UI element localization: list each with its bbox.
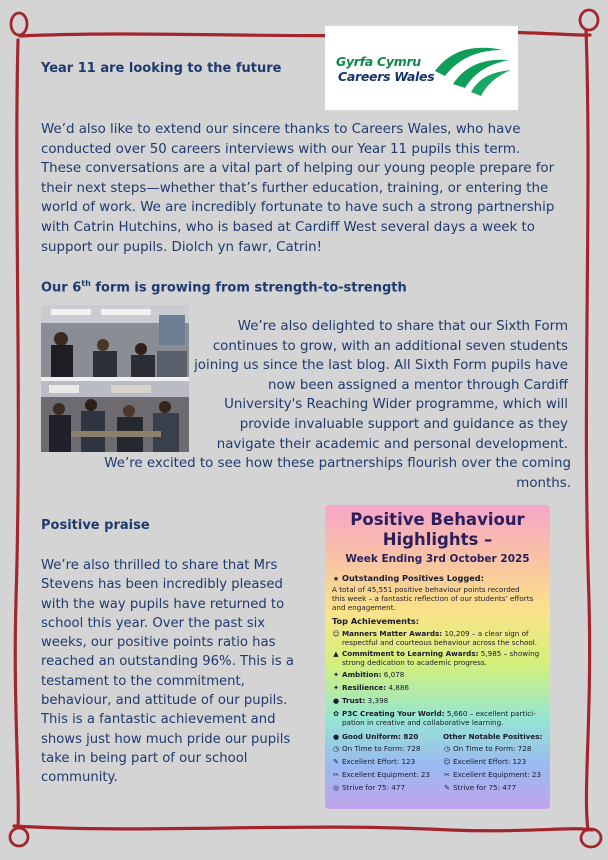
heading-part: form is growing from strength-to-strength [90, 280, 407, 296]
achievement-value: 5,660 [446, 709, 468, 718]
achievement-item [332, 670, 404, 680]
text-line: their next steps—whether that’s further education, training, or entering the [41, 180, 549, 196]
outstanding-text: this week – a fantastic reflection of our students’ efforts [332, 594, 534, 603]
section-heading-year11: Year 11 are looking to the future [41, 61, 282, 76]
pencil-icon: ✎ [444, 784, 450, 792]
list-text: Excellent Effort: 123 [453, 757, 527, 766]
text-line: weeks, our positive points ratio has [41, 635, 276, 651]
positive-behaviour-poster [325, 505, 550, 809]
left-list-item [332, 783, 405, 793]
achievement-note-line: respectful and courteous behaviour across the school. [342, 638, 538, 647]
text-line: provide invaluable support and guidance as they [239, 416, 568, 432]
list-text: Excellent Effort: 123 [342, 757, 416, 766]
text-line: reached an outstanding 96%. This is a [41, 654, 294, 670]
list-text: Excellent Equipment: 23 [342, 770, 430, 779]
list-text: Strive for 75: 477 [453, 783, 517, 792]
achievement-item [332, 696, 388, 706]
outstanding-heading [332, 574, 484, 584]
logo-text-english: Careers Wales [338, 69, 435, 84]
outstanding-text: A total of 45,551 positive behaviour points recorded [332, 585, 520, 594]
careers-wales-logo [325, 26, 518, 110]
achievement-label: Resilience: [342, 683, 387, 692]
target-icon: ◎ [332, 784, 340, 792]
text-line: months. [516, 475, 571, 491]
rocket-icon: ✎ [333, 758, 339, 766]
left-list-item [332, 757, 415, 767]
text-line: This is a fantastic achievement and [41, 712, 276, 728]
achievement-value: 6,078 [383, 670, 405, 679]
left-list-item [332, 732, 418, 742]
other-notable-heading: Other Notable Positives: [443, 732, 543, 741]
heading-superscript: th [81, 279, 91, 288]
smile-icon: ☺ [332, 630, 340, 638]
text-line: with the way pupils have returned to [41, 596, 285, 612]
achievement-note: – a clear sign of [469, 629, 529, 638]
list-text: Strive for 75: 477 [342, 783, 406, 792]
positive-praise-paragraph [41, 556, 321, 788]
list-text: Good Uniform: 820 [342, 732, 419, 741]
logo-text-welsh: Gyrfa Cymru [336, 54, 421, 69]
text-line: support our pupils. Diolch yn fawr, Catrin! [41, 239, 323, 255]
text-line: behaviour, and attitude of our pupils. [41, 693, 288, 709]
top-achievements-heading: Top Achievements: [332, 616, 420, 626]
section-heading-positive-praise: Positive praise [41, 518, 150, 533]
poster-subtitle: Week Ending 3rd October 2025 [345, 553, 530, 565]
text-line: now been assigned a mentor through Cardiff [267, 377, 568, 393]
text-line: University's Reaching Wider programme, which will [224, 397, 568, 413]
poster-title-line1: Positive Behaviour [350, 510, 525, 529]
right-list-item [443, 770, 541, 780]
muscle-icon: ✦ [333, 671, 339, 679]
outstanding-text: and engagement. [332, 603, 396, 612]
text-line: shows just how much pride our pupils [41, 731, 291, 747]
heading-part: Our 6 [41, 280, 82, 296]
text-line: We’re also thrilled to share that Mrs [41, 558, 278, 573]
sixth-form-paragraph-wrapped [190, 317, 568, 454]
smile-icon: ☺ [443, 758, 451, 766]
right-list-item [443, 757, 526, 767]
text-line: We’re also delighted to share that our Sixth Form [237, 319, 568, 334]
text-line: testament to the commitment, [41, 673, 245, 689]
list-text: On Time to Form: 728 [453, 744, 532, 753]
swoosh-icon [433, 36, 513, 96]
text-line: world of work. We are incredibly fortunate to have such a strong partnership [41, 200, 555, 216]
right-list-item [443, 783, 516, 793]
tools-icon: ✂ [444, 771, 450, 779]
sixth-form-paragraph-full [41, 454, 571, 493]
achievement-label: Ambition: [342, 670, 382, 679]
achievement-note-line: strong dedication to academic progress. [342, 658, 487, 667]
sparkle-icon: ✿ [333, 710, 339, 718]
grad-cap-icon: ▲ [333, 650, 339, 658]
tools-icon: ✂ [333, 771, 339, 779]
left-list-item [332, 744, 420, 754]
achievement-value: 3,398 [367, 696, 389, 705]
right-list-item [443, 744, 531, 754]
text-line: continues to grow, with an additional seven students [212, 338, 568, 354]
text-line: These conversations are a vital part of helping our young people prepare for [41, 161, 555, 177]
list-text: Excellent Equipment: 23 [453, 770, 541, 779]
careers-wales-paragraph [41, 120, 581, 257]
muscle-icon: ✦ [333, 684, 339, 692]
text-line: school this year. Over the past six [41, 615, 266, 631]
left-list-item [332, 770, 430, 780]
text-line: conducted over 50 careers interviews with our Year 11 pupils this term. [41, 141, 521, 157]
achievement-label: P3C Creating Your World: [342, 709, 445, 718]
section-heading-sixth-form [41, 279, 407, 295]
star-icon: ★ [332, 575, 340, 583]
sixth-form-photo [41, 305, 189, 452]
text-line: take in being part of our school [41, 750, 248, 766]
globe-icon: ● [332, 697, 340, 705]
text-line: joining us since the last blog. All Sixth Form pupils have [194, 358, 568, 374]
achievement-value: 5,985 [480, 649, 502, 658]
poster-title-line2: Highlights – [382, 530, 493, 549]
achievement-label: Commitment to Learning Awards: [342, 649, 479, 658]
text-line: navigate their academic and personal development. [216, 436, 568, 452]
text-line: community. [41, 770, 118, 786]
achievement-value: 4,886 [388, 683, 409, 692]
classroom-photo-illustration [41, 305, 189, 452]
text-line: We’re excited to see how these partnerships flourish over the coming [104, 456, 571, 471]
text-line: We’d also like to extend our sincere thanks to Careers Wales, who have [41, 122, 521, 137]
achievement-note-line: pation in creative and collaborative learning. [342, 718, 504, 727]
shirt-icon: ● [332, 733, 340, 741]
outstanding-heading-text: Outstanding Positives Logged: [342, 573, 484, 583]
text-line: with Catrin Hutchins, who is based at Cardiff West several days a week to [41, 219, 536, 235]
clock-icon: ◷ [332, 745, 340, 753]
achievement-label: Manners Matter Awards: [342, 629, 443, 638]
achievement-note: – showing [501, 649, 540, 658]
achievement-value: 10,209 [444, 629, 470, 638]
achievement-label: Trust: [342, 696, 366, 705]
achievement-note: – excellent partici- [467, 709, 536, 718]
text-line: Stevens has been incredibly pleased [41, 577, 283, 593]
achievement-item [332, 683, 409, 693]
clock-icon: ◷ [443, 745, 451, 753]
list-text: On Time to Form: 728 [342, 744, 421, 753]
